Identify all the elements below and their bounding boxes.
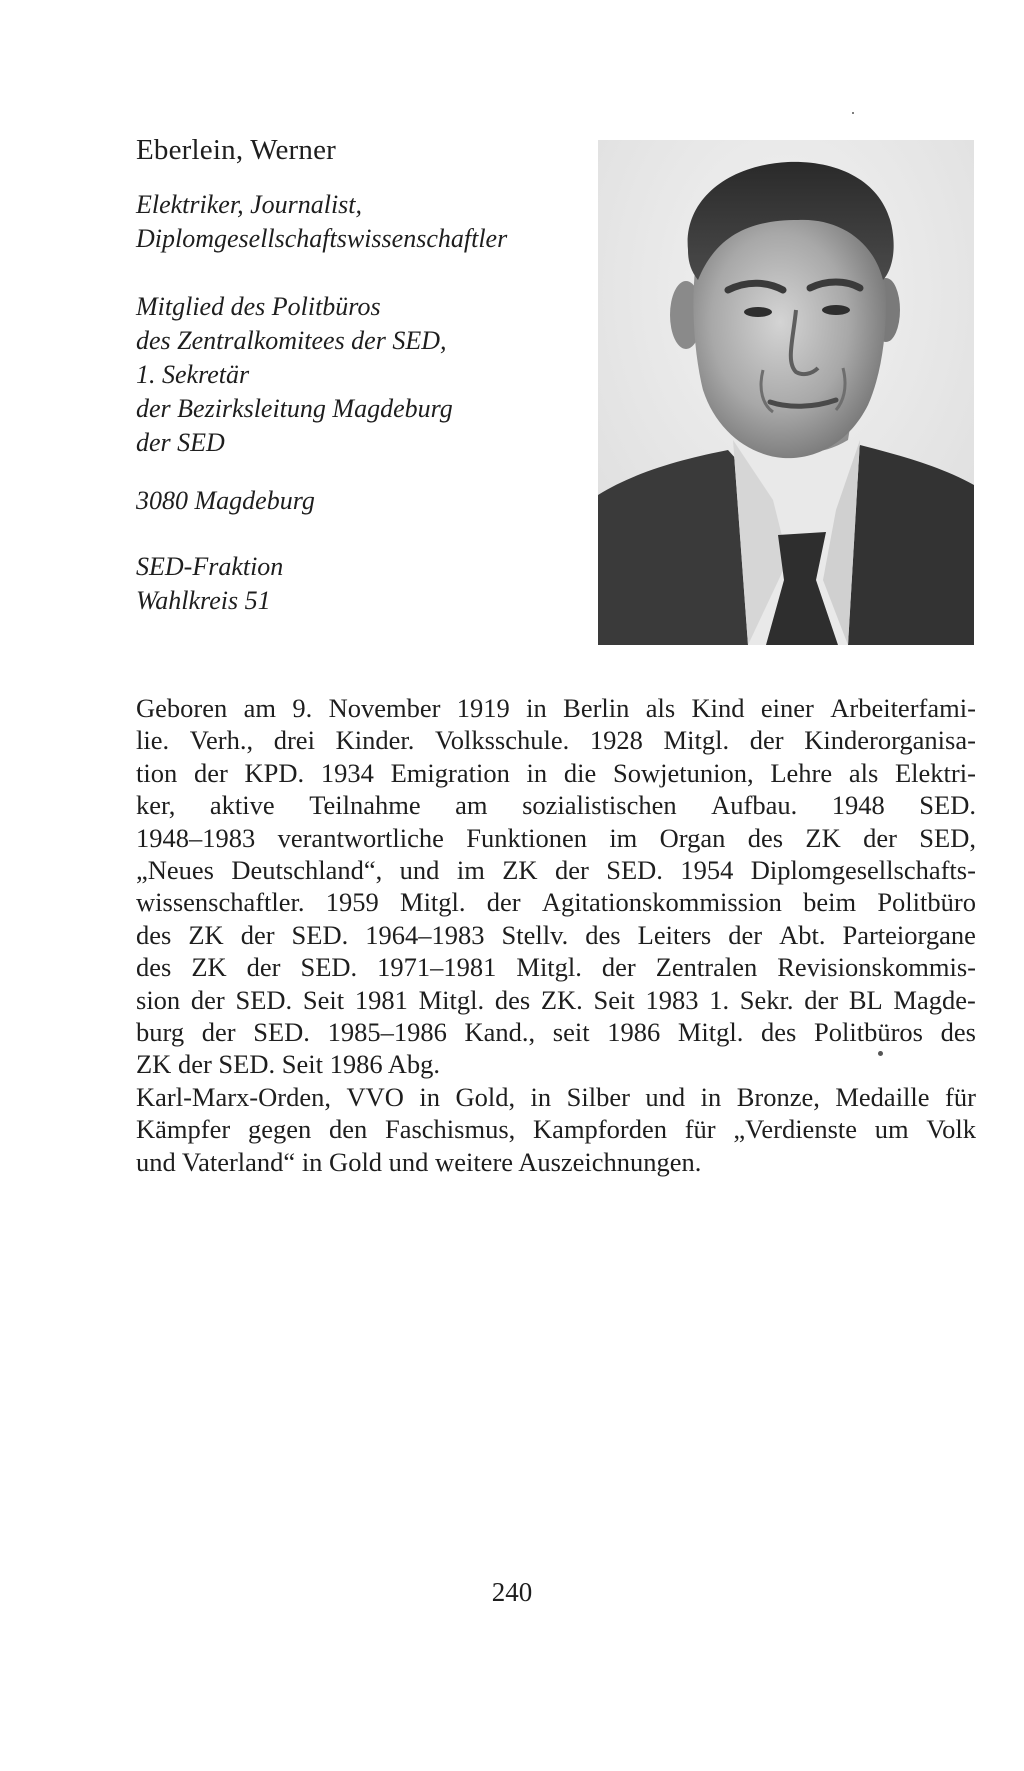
- biography-line: tion der KPD. 1934 Emigration in die Sowjetunion, Lehre als Elektri-: [136, 757, 976, 788]
- page-number: 240: [491, 1577, 533, 1607]
- biography-line: „Neues Deutschland“, und im ZK der SED. 1954 Diplomgesellschafts-: [136, 855, 976, 886]
- biography-line: burg der SED. 1985–1986 Kand., seit 1986 Mitgl. des Politbüros des: [136, 1017, 976, 1048]
- position-line: der SED: [136, 428, 225, 457]
- biography-line: wissenschaftler. 1959 Mitgl. der Agitationskommission beim Politbüro: [136, 887, 976, 918]
- position-line: der Bezirksleitung Magdeburg: [136, 394, 453, 423]
- biography-line: ZK der SED. Seit 1986 Abg.: [136, 1049, 440, 1080]
- biography-line: des ZK der SED. 1971–1981 Mitgl. der Zentralen Revisionskommis-: [136, 952, 976, 983]
- speck-mark: [878, 1051, 883, 1056]
- person-name: Eberlein, Werner: [136, 134, 337, 166]
- profession-block: [136, 188, 507, 256]
- biography-text: [136, 692, 976, 1178]
- biography-line: lie. Verh., drei Kinder. Volksschule. 1928 Mitgl. der Kinderorganisa-: [136, 725, 976, 756]
- position-block: [136, 290, 453, 460]
- position-line: 1. Sekretär: [136, 360, 250, 389]
- biography-line: Geboren am 9. November 1919 in Berlin als Kind einer Arbeiterfami-: [136, 693, 976, 723]
- position-line: des Zentralkomitees der SED,: [136, 326, 447, 355]
- faction-line: Wahlkreis 51: [136, 586, 271, 615]
- speck-mark: [852, 112, 854, 114]
- profession-line: Elektriker, Journalist,: [136, 190, 363, 219]
- faction-block: [136, 550, 283, 618]
- awards-line: Karl-Marx-Orden, VVO in Gold, in Silber und in Bronze, Medaille für: [136, 1081, 976, 1112]
- awards-line: Kämpfer gegen den Faschismus, Kampforden für „Verdienste um Volk: [136, 1114, 976, 1145]
- portrait-photo: [598, 140, 974, 645]
- biography-line: des ZK der SED. 1964–1983 Stellv. des Leiters der Abt. Parteiorgane: [136, 919, 976, 950]
- biography-line: ker, aktive Teilnahme am sozialistischen Aufbau. 1948 SED.: [136, 790, 976, 821]
- position-line: Mitglied des Politbüros: [136, 292, 381, 321]
- address: 3080 Magdeburg: [136, 486, 315, 515]
- biography-line: sion der SED. Seit 1981 Mitgl. des ZK. Seit 1983 1. Sekr. der BL Magde-: [136, 984, 976, 1015]
- biography-line: 1948–1983 verantwortliche Funktionen im Organ des ZK der SED,: [136, 822, 976, 853]
- profession-line: Diplomgesellschaftswissenschaftler: [136, 224, 508, 253]
- awards-line: und Vaterland“ in Gold und weitere Auszeichnungen.: [136, 1146, 702, 1177]
- faction-line: SED-Fraktion: [136, 552, 284, 581]
